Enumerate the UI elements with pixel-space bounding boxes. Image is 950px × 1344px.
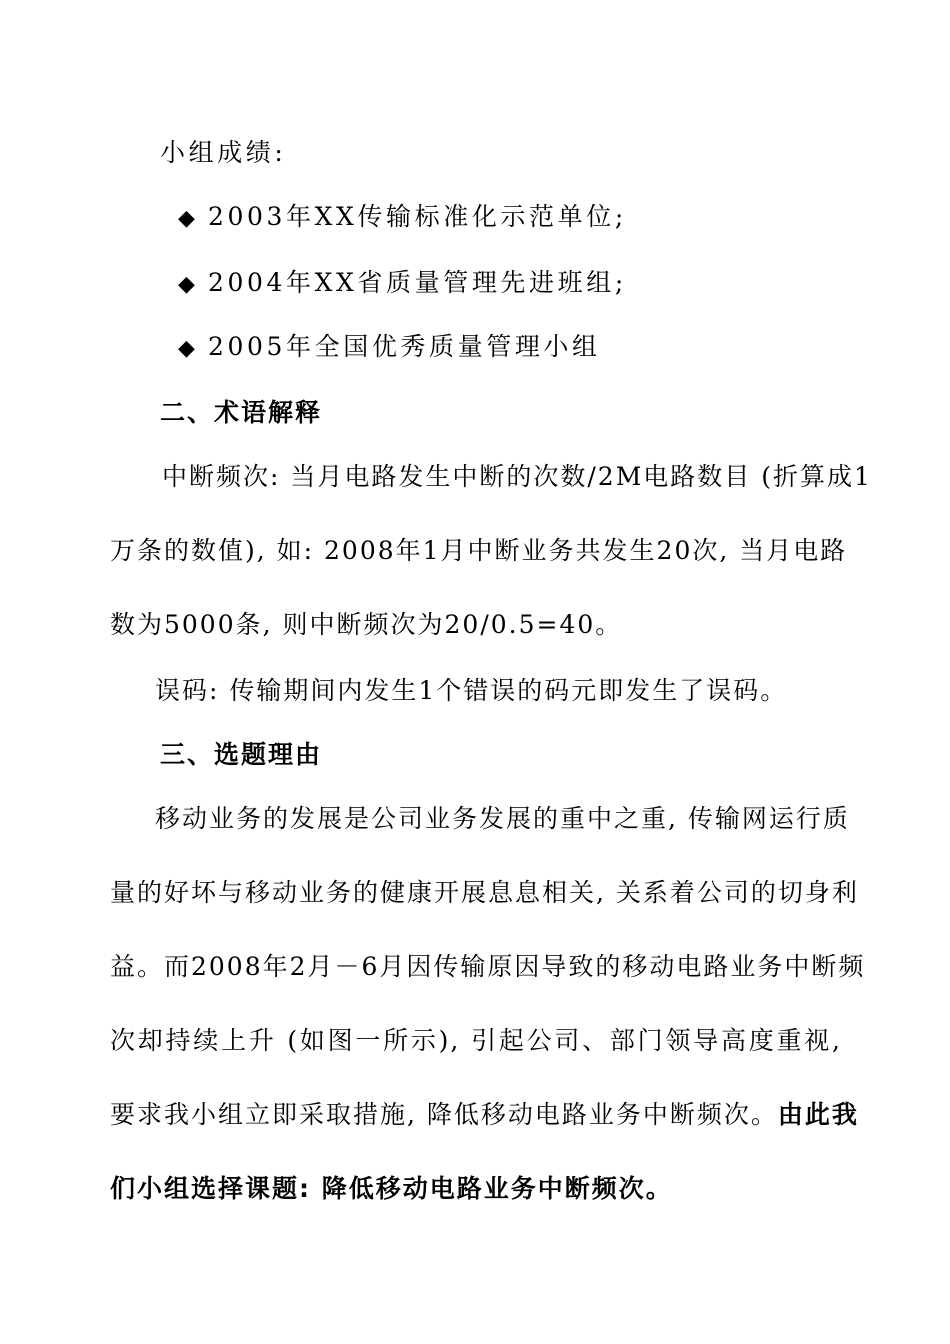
error-code-definition: 误码: 传输期间内发生1个错误的码元即发生了误码。 [155, 676, 788, 705]
diamond-bullet-icon: ◆ [178, 206, 195, 231]
interrupt-definition-line: 万条的数值), 如: 2008年1月中断业务共发生20次, 当月电路 [110, 536, 848, 565]
reason-text: 要求我小组立即采取措施, 降低移动电路业务中断频次。 [110, 1100, 778, 1129]
achievement-item: ◆ 2003年XX传输标准化示范单位; [178, 200, 627, 236]
achievements-heading: 小组成绩: [160, 138, 287, 167]
terms-heading: 二、术语解释 [160, 398, 323, 427]
reason-paragraph-line: 量的好坏与移动业务的健康开展息息相关, 关系着公司的切身利 [110, 878, 859, 907]
conclusion-text: 由此我 [777, 1100, 859, 1129]
reason-paragraph-line: 移动业务的发展是公司业务发展的重中之重, 传输网运行质 [155, 804, 850, 833]
reason-paragraph-line [110, 1098, 859, 1132]
diamond-bullet-icon: ◆ [178, 336, 195, 361]
reason-paragraph-line: 益。而2008年2月－6月因传输原因导致的移动电路业务中断频 [110, 952, 866, 981]
diamond-bullet-icon: ◆ [178, 272, 195, 297]
reason-paragraph-line: 次却持续上升 (如图一所示), 引起公司、部门领导高度重视, [110, 1026, 842, 1055]
interrupt-definition-line: 数为5000条, 则中断频次为20/0.5=40。 [110, 610, 623, 639]
achievement-item: ◆ 2005年全国优秀质量管理小组 [178, 330, 601, 366]
achievement-item: ◆ 2004年XX省质量管理先进班组; [178, 266, 627, 302]
reason-heading: 三、选题理由 [160, 740, 323, 769]
interrupt-definition-line: 中断频次: 当月电路发生中断的次数/2M电路数目 (折算成1 [162, 462, 872, 491]
conclusion-line: 们小组选择课题: 降低移动电路业务中断频次。 [110, 1174, 673, 1203]
